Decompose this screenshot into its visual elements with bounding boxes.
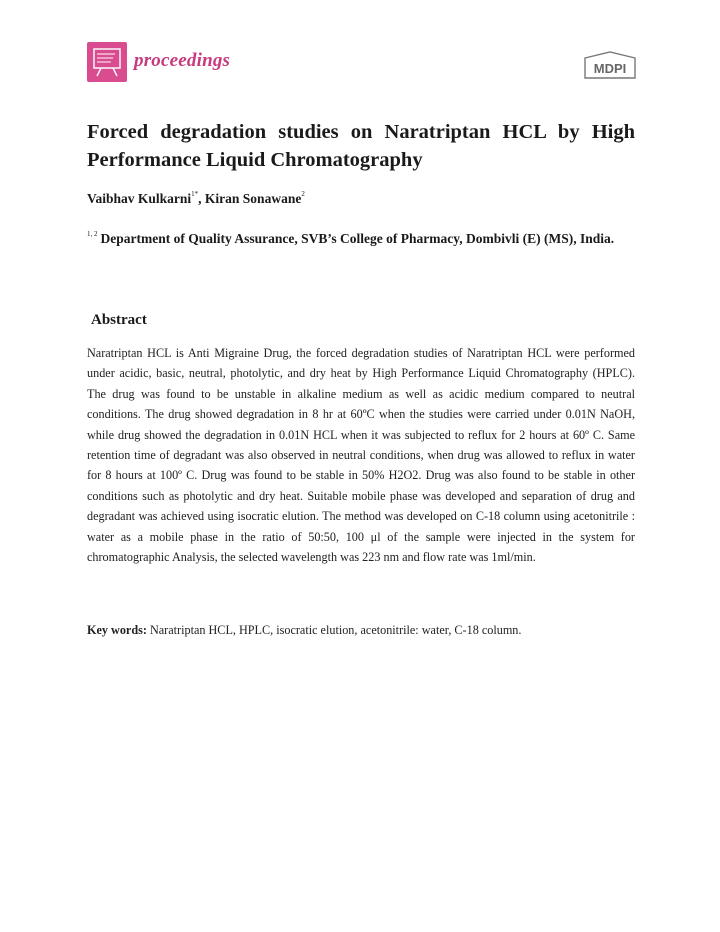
author-affiliation-marker: 1*: [191, 190, 199, 198]
abstract-heading: Abstract: [91, 312, 147, 328]
author-affiliation-marker: 2: [301, 190, 305, 198]
keywords: [87, 620, 635, 640]
keywords-label: Key words:: [87, 623, 147, 637]
affiliation-marker: 1, 2: [87, 230, 98, 238]
mdpi-logo: [582, 50, 638, 82]
abstract-text: Naratriptan HCL is Anti Migraine Drug, the forced degradation studies of Naratriptan HCL were performed under acidic, basic, neutral, photolytic, and dry heat by High Performance Liquid Chromatography (HPLC). The drug was found to be unstable in alkaline medium as well as acidic medium compared to neutral conditions. The drug showed degradation in 8 hr at 60ºC when the studies were carried under 0.01N NaOH, while drug showed the degradation in 0.01N HCL when it was subjected to reflux for 2 hours at 60º C. Same retention time of degradant was also observed in neutral conditions, when drug was allowed to reflux in water for 8 hours at 100º C. Drug was found to be stable in 50% H2O2. Drug was also found to be stable in other conditions such as photolytic and dry heat. Suitable mobile phase was developed and separation of drug and degradant was achieved using isocratic elution. The method was developed on C-18 column using acetonitrile : water as a mobile phase in the ratio of 50:50, 100 μl of the sample were injected in the system for chromatographic Analysis, the selected wavelength was 223 nm and flow rate was 1ml/min.: [87, 346, 635, 565]
affiliation-text: Department of Quality Assurance, SVB’s College of Pharmacy, Dombivli (E) (MS), India.: [100, 231, 615, 246]
presentation-board-icon: [87, 42, 127, 82]
author-name: Vaibhav Kulkarni: [87, 191, 192, 206]
journal-logo: [87, 42, 127, 82]
author-name: Kiran Sonawane: [204, 191, 302, 206]
author-separator: ,: [198, 191, 205, 206]
keywords-text: Naratriptan HCL, HPLC, isocratic elution, acetonitrile: water, C-18 column.: [149, 623, 522, 637]
author-list: [87, 190, 305, 207]
paper-title: Forced degradation studies on Naratriptan HCL by High Performance Liquid Chromatography: [87, 121, 635, 171]
affiliation: [87, 222, 635, 251]
journal-name: proceedings: [134, 50, 231, 71]
mdpi-logo-text: MDPI: [593, 61, 627, 76]
